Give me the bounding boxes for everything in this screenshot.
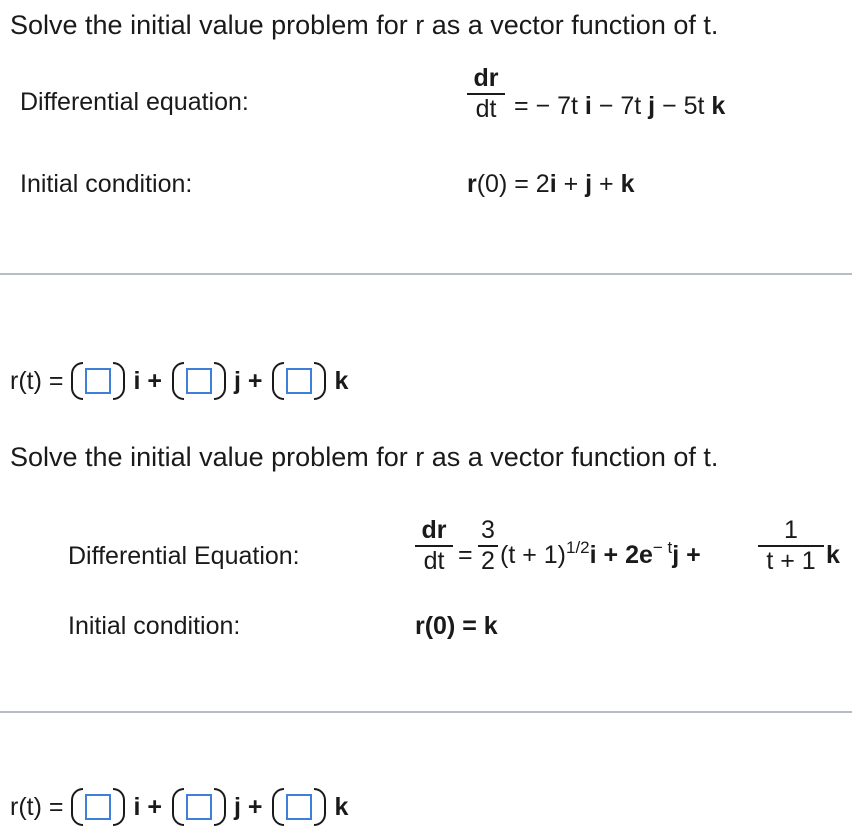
problem1-ic-expression: r(0) = 2i + j + k <box>467 170 635 198</box>
problem2-dr-dt-fraction: dr dt <box>415 516 453 576</box>
left-paren <box>272 362 284 400</box>
problem2-equals: = <box>458 541 473 569</box>
right-paren <box>214 362 226 400</box>
problem2-coef-fraction: 3 2 <box>478 516 498 576</box>
fraction-denominator: dt <box>475 95 497 123</box>
problem2-answer-row <box>10 788 358 826</box>
left-paren <box>71 362 83 400</box>
problem2-rhs: $(t + 1)^{1/2}i + 2e^{- t}j$ + <box>500 538 701 569</box>
left-paren <box>172 362 184 400</box>
section-divider <box>0 273 852 275</box>
problem1-ic-label: Initial condition: <box>20 170 193 198</box>
problem1-answer-row <box>10 362 358 400</box>
answer2-input-j[interactable] <box>186 794 212 820</box>
answer-i-label: i + <box>133 366 162 395</box>
answer2-j-label: j + <box>233 792 263 821</box>
problem1-prompt: Solve the initial value problem for r as a vector function of t. <box>10 10 719 40</box>
problem2-ic-expression: r(0) = k <box>415 612 498 640</box>
problem1-diffeq-label: Differential equation: <box>20 88 249 116</box>
answer-input-i[interactable] <box>85 368 111 394</box>
answer2-input-i[interactable] <box>85 794 111 820</box>
answer-lhs: r(t) = <box>10 792 64 821</box>
problem1-dr-dt-fraction <box>467 64 505 124</box>
answer-input-j[interactable] <box>186 368 212 394</box>
fraction-numerator: dr <box>473 64 499 92</box>
answer-lhs: r(t) = <box>10 366 64 395</box>
answer-input-k[interactable] <box>286 368 312 394</box>
section-divider-2 <box>0 711 852 713</box>
answer2-input-k[interactable] <box>286 794 312 820</box>
problem1-diffeq-rhs: = − 7t i − 7t j − 5t k <box>514 92 726 120</box>
answer-k-label: k <box>334 366 349 395</box>
right-paren <box>314 362 326 400</box>
answer2-k-label: k <box>334 792 349 821</box>
problem2-ic-label: Initial condition: <box>68 612 241 640</box>
problem2-diffeq-label: Differential Equation: <box>68 542 300 570</box>
problem2-prompt: Solve the initial value problem for r as a vector function of t. <box>10 442 719 472</box>
right-paren <box>113 362 125 400</box>
answer2-i-label: i + <box>133 792 162 821</box>
problem2-k-fraction: 1 t + 1 <box>758 516 824 576</box>
problem2-k-unit: k <box>826 541 840 569</box>
answer-j-label: j + <box>233 366 263 395</box>
